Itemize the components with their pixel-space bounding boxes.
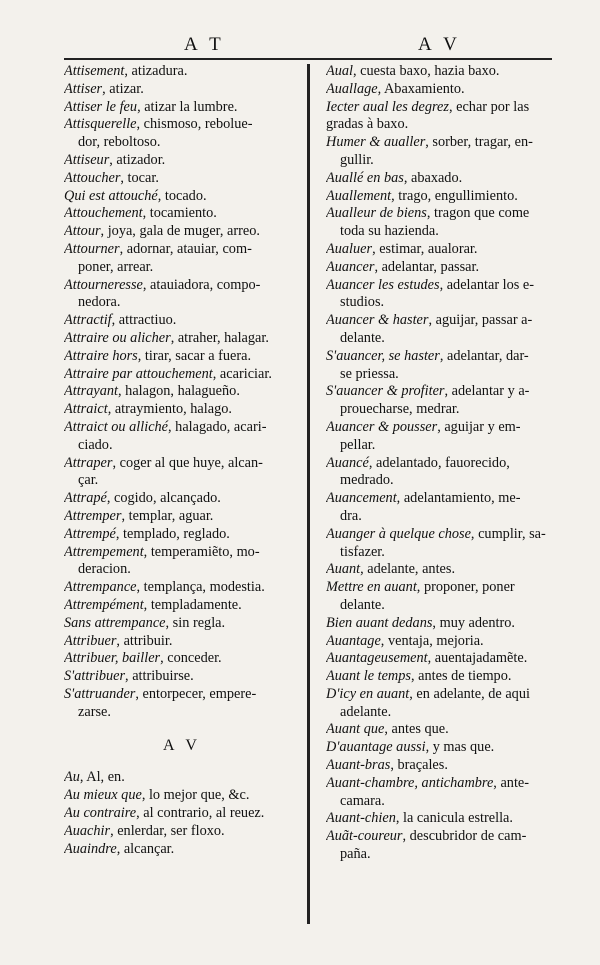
definition: , estimar, aualorar. [372, 240, 478, 257]
definition: , echar por las [448, 98, 530, 115]
headword: Au [64, 769, 80, 786]
definition: , atauiadora, compo- [142, 276, 261, 293]
definition: dor, reboltoso. [78, 134, 161, 151]
dictionary-line [326, 401, 558, 419]
dictionary-line [64, 312, 300, 330]
headword: D'icy en auant [326, 685, 410, 702]
dictionary-line [326, 99, 558, 117]
headword: Attrayant [64, 383, 119, 400]
definition: , atizar la lumbre. [137, 98, 238, 115]
definition: , conceder. [160, 650, 222, 667]
definition: çar. [78, 472, 99, 489]
left-column [64, 63, 300, 858]
headword: Auanger à quelque chose [326, 525, 471, 542]
dictionary-line [326, 294, 558, 312]
dictionary-line [326, 615, 558, 633]
definition: medrado. [340, 472, 394, 489]
dictionary-line [326, 170, 558, 188]
dictionary-line [64, 259, 300, 277]
dictionary-line [326, 544, 558, 562]
dictionary-line [64, 526, 300, 544]
dictionary-line [326, 526, 558, 544]
dictionary-line [326, 828, 558, 846]
definition: , descubridor de cam- [402, 828, 527, 845]
headword: Auachir [64, 822, 111, 839]
definition: nedora. [78, 294, 121, 311]
definition: , cumplir, sa- [470, 525, 546, 542]
headword: Auallеur de biens [326, 205, 427, 222]
dictionary-line [326, 597, 558, 615]
headword: Auancer [326, 258, 375, 275]
running-head-left: A T [184, 34, 225, 55]
dictionary-line [326, 579, 558, 597]
column-divider [307, 64, 310, 924]
dictionary-line [326, 704, 558, 722]
definition: , tocar. [120, 169, 159, 186]
dictionary-line [326, 721, 558, 739]
dictionary-line [326, 81, 558, 99]
definition: , enlerdar, ser floxo. [110, 822, 225, 839]
definition: , y mas que. [425, 739, 495, 756]
dictionary-line [326, 455, 558, 473]
definition: pellar. [340, 436, 376, 453]
definition: dra. [340, 507, 362, 524]
dictionary-line [64, 597, 300, 615]
headword: Humer & aualler [326, 134, 426, 151]
dictionary-line [326, 793, 558, 811]
headword: Attourner [64, 240, 120, 257]
dictionary-line [64, 650, 300, 668]
dictionary-line [64, 841, 300, 859]
dictionary-line [326, 277, 558, 295]
definition: , adelantar, dar- [439, 347, 529, 364]
definition: , atizar. [102, 80, 144, 97]
headword: Mettre en auant [326, 579, 417, 596]
headword: Attraict ou alliché [64, 418, 169, 435]
headword: Auallé en bas [326, 169, 404, 186]
dictionary-line [326, 188, 558, 206]
definition: se priessa. [340, 365, 399, 382]
headword: Attrapé [64, 490, 107, 507]
definition: , antes de tiempo. [410, 668, 512, 685]
dictionary-line [326, 775, 558, 793]
definition: , adelantar los e- [439, 276, 535, 293]
definition: , trago, engullimiento. [391, 187, 518, 204]
definition: , cogido, alcançado. [106, 490, 221, 507]
dictionary-line [64, 116, 300, 134]
definition: , tragon que come [426, 205, 530, 222]
dictionary-line [326, 348, 558, 366]
dictionary-line [64, 455, 300, 473]
headword: Auant-bras [326, 757, 391, 774]
definition: , lo mejor que, &c. [141, 787, 250, 804]
definition: gradas à baxo. [326, 116, 409, 133]
dictionary-line [64, 615, 300, 633]
dictionary-line [326, 419, 558, 437]
definition: delante. [340, 329, 385, 346]
headword: Sans attrempance [64, 614, 166, 631]
definition: , atraymiento, halago. [107, 401, 232, 418]
definition: , acariciar. [212, 365, 272, 382]
headword: S'attruander [64, 685, 136, 702]
definition: , proponer, poner [416, 579, 515, 596]
definition: gullir. [340, 151, 374, 168]
definition: , la canicula estrella. [395, 810, 513, 827]
headword: Auallement [326, 187, 392, 204]
headword: Attribuer, bailler [64, 650, 161, 667]
definition: adelante. [340, 703, 392, 720]
headword: Attouchement [64, 205, 143, 222]
dictionary-line [64, 63, 300, 81]
dictionary-line [64, 472, 300, 490]
dictionary-line [326, 330, 558, 348]
definition: , templadamente. [143, 596, 242, 613]
dictionary-line [64, 383, 300, 401]
headword: Attraire ou alicher [64, 329, 171, 346]
dictionary-line [64, 99, 300, 117]
definition: poner, arrear. [78, 258, 154, 275]
dictionary-line [64, 419, 300, 437]
dictionary-line [64, 348, 300, 366]
headword: Attrempement [64, 543, 144, 560]
left-entries [64, 63, 300, 721]
right-entries [326, 63, 558, 864]
definition: , coger al que huye, alcan- [112, 454, 263, 471]
headword: S'auancer, se haster [326, 347, 440, 364]
dictionary-line [64, 668, 300, 686]
definition: deracion. [78, 561, 131, 578]
headword: Attremper [64, 507, 122, 524]
dictionary-line [326, 241, 558, 259]
dictionary-line [64, 633, 300, 651]
headword: Aual [326, 63, 354, 79]
dictionary-line [326, 561, 558, 579]
dictionary-line [64, 805, 300, 823]
definition: , tocado. [157, 187, 207, 204]
dictionary-line [64, 579, 300, 597]
dictionary-line [64, 769, 300, 787]
dictionary-line [64, 437, 300, 455]
definition: , templar, aguar. [121, 507, 214, 524]
dictionary-line [64, 686, 300, 704]
definition: , sin regla. [165, 614, 226, 631]
dictionary-line [64, 188, 300, 206]
headword: Attraict [64, 401, 108, 418]
definition: , adelantado, fauorecido, [368, 454, 510, 471]
headword: Attrempé [64, 525, 116, 542]
dictionary-line [326, 633, 558, 651]
headword: Auancer & haster [326, 312, 429, 329]
dictionary-line [64, 704, 300, 722]
dictionary-line [326, 205, 558, 223]
headword: Auallage [326, 80, 378, 97]
headword: Attraire hors [64, 347, 138, 364]
dictionary-line [64, 205, 300, 223]
dictionary-line [326, 686, 558, 704]
headword: Attourneresse [64, 276, 143, 293]
headword: S'attribuer [64, 668, 126, 685]
running-head-right: A V [418, 34, 461, 55]
dictionary-line [326, 116, 558, 134]
headword: Attiser le feu [64, 98, 138, 115]
dictionary-line [64, 134, 300, 152]
dictionary-line [326, 152, 558, 170]
definition: , ante- [493, 774, 530, 791]
headword: Attour [64, 223, 101, 240]
definition: , muy adentro. [432, 614, 516, 631]
definition: , antes que. [384, 721, 449, 738]
definition: , al contrario, al reuez. [136, 805, 265, 822]
section-heading: A V [163, 737, 201, 755]
dictionary-line [64, 330, 300, 348]
definition: delante. [340, 596, 385, 613]
definition: prouecharse, medrar. [340, 401, 460, 418]
definition: , atizadura. [124, 63, 188, 79]
headword: Auantageusement [326, 650, 428, 667]
dictionary-line [326, 810, 558, 828]
headword: Attrempément [64, 596, 144, 613]
dictionary-line [64, 823, 300, 841]
definition: , joya, gala de muger, arreo. [100, 223, 260, 240]
headword: Qui est attouché [64, 187, 158, 204]
definition: , adelante, antes. [360, 561, 456, 578]
definition: ciado. [78, 436, 113, 453]
headword: Auancement [326, 490, 397, 507]
headword: Attractif [64, 312, 112, 329]
headword: D'auantage aussi [326, 739, 426, 756]
definition: , sorber, tragar, en- [425, 134, 533, 151]
headword: Attribuer [64, 632, 117, 649]
definition: , attribuirse. [125, 668, 194, 685]
headword: Attisquerelle [64, 116, 137, 133]
definition: , entorpecer, empere- [135, 685, 257, 702]
dictionary-line [64, 170, 300, 188]
definition: , en adelante, de aqui [409, 685, 530, 702]
dictionary-line [326, 846, 558, 864]
headword: Au contraire [64, 805, 137, 822]
definition: , tocamiento. [142, 205, 217, 222]
header-rule [64, 58, 552, 60]
definition: , ventaja, mejoria. [380, 632, 484, 649]
dictionary-line [64, 561, 300, 579]
headword: Bien auant dedans [326, 614, 433, 631]
dictionary-line [326, 739, 558, 757]
dictionary-line [326, 437, 558, 455]
headword: Attiser [64, 80, 103, 97]
dictionary-line [326, 668, 558, 686]
dictionary-line [64, 401, 300, 419]
definition: , braçales. [390, 757, 448, 774]
dictionary-line [326, 312, 558, 330]
definition: studios. [340, 294, 385, 311]
definition: , cuesta baxo, hazia baxo. [353, 63, 500, 79]
definition: , templança, modestia. [136, 579, 265, 596]
definition: , attribuir. [116, 632, 173, 649]
definition: , adelantar, passar. [374, 258, 480, 275]
definition: , adelantar y a- [444, 383, 530, 400]
dictionary-line [326, 134, 558, 152]
definition: , temperamiẽto, mo- [143, 543, 260, 560]
headword: Auant-chien [326, 810, 396, 827]
dictionary-line [64, 366, 300, 384]
dictionary-line [326, 508, 558, 526]
dictionary-line [326, 472, 558, 490]
headword: Attraper [64, 454, 113, 471]
dictionary-line [326, 63, 558, 81]
definition: tisfazer. [340, 543, 385, 560]
headword: Au mieux que [64, 787, 142, 804]
dictionary-line [64, 787, 300, 805]
dictionary-line [64, 152, 300, 170]
headword: Auancer les estudes [326, 276, 440, 293]
headword: S'auancer & profiter [326, 383, 445, 400]
definition: , alcançar. [116, 840, 175, 857]
headword: Auãt-coureur [326, 828, 403, 845]
dictionary-line [326, 650, 558, 668]
definition: , abaxado. [403, 169, 463, 186]
dictionary-line [326, 223, 558, 241]
definition: , Al, en. [79, 769, 125, 786]
definition: paña. [340, 846, 371, 863]
definition: , atraher, halagar. [170, 329, 269, 346]
definition: , halagon, halagueño. [118, 383, 240, 400]
headword: Aualuer [326, 240, 373, 257]
definition: , atizador. [109, 151, 166, 168]
definition: , aguijar, passar a- [428, 312, 533, 329]
dictionary-line [326, 757, 558, 775]
headword: Auancer & pousser [326, 418, 438, 435]
dictionary-line [326, 366, 558, 384]
headword: Auant [326, 561, 361, 578]
running-head [64, 34, 552, 60]
dictionary-line [326, 490, 558, 508]
headword: Attoucher [64, 169, 121, 186]
definition: toda su hazienda. [340, 223, 439, 240]
definition: , chismoso, rebolue- [136, 116, 253, 133]
definition: , adornar, atauiar, com- [119, 240, 252, 257]
dictionary-line [64, 81, 300, 99]
dictionary-line [64, 277, 300, 295]
headword: Attrempance [64, 579, 137, 596]
headword: Auant que [326, 721, 385, 738]
headword: Attisement [64, 63, 125, 79]
dictionary-line [64, 294, 300, 312]
definition: , attractiuo. [111, 312, 177, 329]
definition: , auentajadamẽte. [427, 650, 528, 667]
right-column [326, 63, 558, 864]
headword: Attiseur [64, 151, 110, 168]
headword: Auaindre [64, 840, 117, 857]
headword: Attraire par attouchement [64, 365, 213, 382]
dictionary-line [64, 241, 300, 259]
definition: , Abaxamiento. [377, 80, 465, 97]
definition: zarse. [78, 703, 111, 720]
dictionary-line [326, 259, 558, 277]
dictionary-line [64, 223, 300, 241]
dictionary-line [64, 490, 300, 508]
definition: , templado, reglado. [115, 525, 230, 542]
headword: Iecter aual les degrez [326, 98, 449, 115]
headword: Auancé [326, 454, 369, 471]
dictionary-line [64, 508, 300, 526]
left-entries-after-heading [64, 769, 300, 858]
dictionary-line [64, 544, 300, 562]
headword: Auantage [326, 632, 381, 649]
definition: camara. [340, 792, 385, 809]
definition: , aguijar y em- [437, 418, 521, 435]
headword: Auant-chambre, antichambre [326, 774, 494, 791]
definition: , adelantamiento, me- [396, 490, 521, 507]
headword: Auant le temps [326, 668, 411, 685]
dictionary-line [326, 383, 558, 401]
definition: , halagado, acari- [168, 418, 267, 435]
definition: , tirar, sacar a fuera. [137, 347, 252, 364]
